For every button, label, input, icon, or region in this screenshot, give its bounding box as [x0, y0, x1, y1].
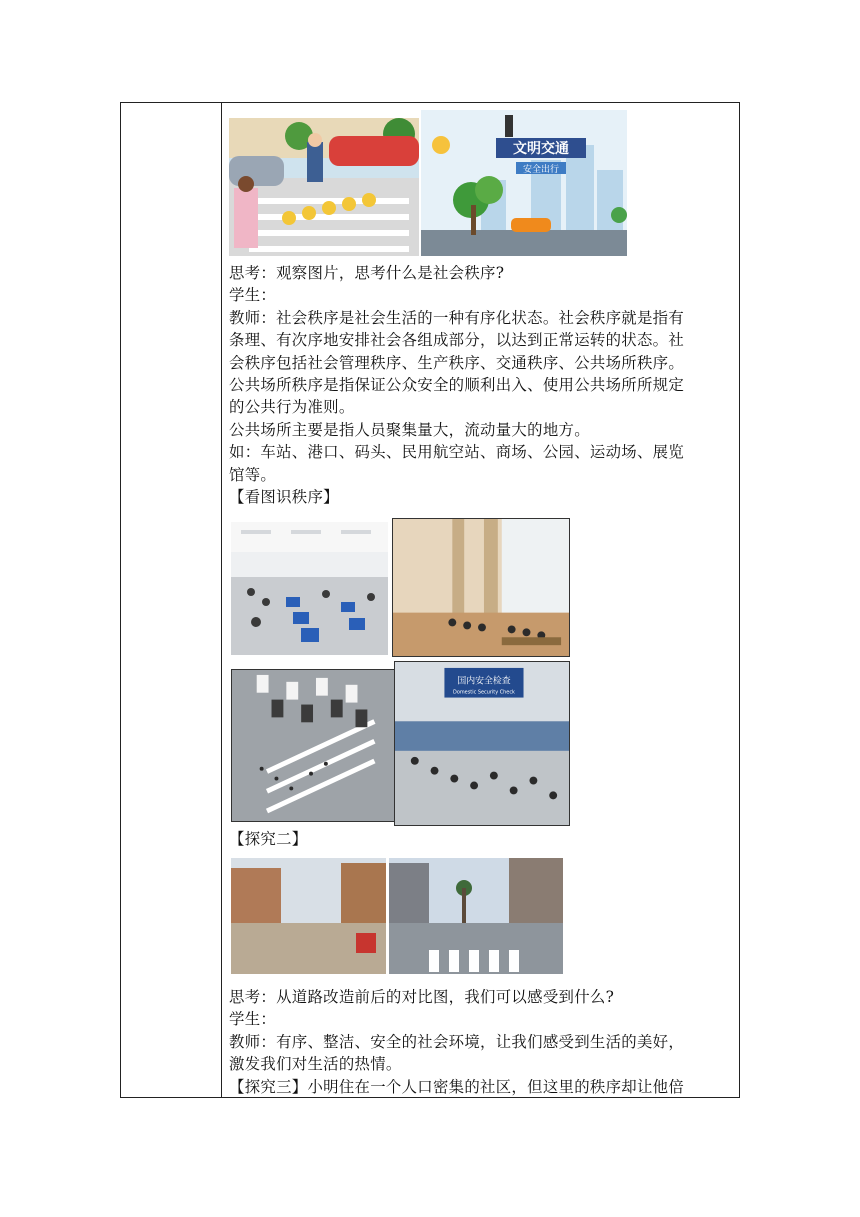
teacher-line-2: 条理、有次序地安排社会各组成部分，以达到正常运转的状态。社: [229, 331, 685, 350]
column-divider: [221, 102, 222, 1098]
student-answer-2: 学生：: [229, 1010, 277, 1029]
intersection-photo: [231, 669, 398, 822]
poster-subtitle: 安全出行: [522, 165, 560, 175]
think-question-2: 思考：从道路改造前后的对比图，我们可以感受到什么?: [229, 988, 615, 1006]
teacher2-line-1: 教师：有序、整洁、安全的社会环境，让我们感受到生活的美好，: [229, 1032, 685, 1051]
factory-photo: [231, 522, 388, 655]
examples-line-1: 如：车站、港口、码头、民用航空站、商场、公园、运动场、展览: [229, 443, 685, 462]
teacher-line-3: 会秩序包括社会管理秩序、生产秩序、交通秩序、公共场所秩序。: [229, 353, 685, 372]
heading-look-order: 【看图识秩序】: [229, 488, 339, 507]
examples-line-2: 馆等。: [229, 465, 277, 484]
think-question-1: 思考：观察图片，思考什么是社会秩序?: [229, 264, 505, 282]
security-sign-en-text: Domestic Security Check: [453, 689, 515, 696]
security-check-photo: [394, 661, 570, 826]
teacher2-line-2: 激发我们对生活的热情。: [229, 1055, 402, 1074]
teacher-line-1: 教师：社会秩序是社会生活的一种有序化状态。社会秩序就是指有: [229, 308, 685, 327]
student-answer-1: 学生：: [229, 286, 277, 305]
explore-3-text: 【探究三】小明住在一个人口密集的社区，但这里的秩序却让他倍: [229, 1077, 685, 1096]
crossing-cartoon-image: [229, 118, 419, 256]
security-sign-text: 国内安全检查: [457, 676, 511, 687]
civil-traffic-poster-image: [421, 110, 627, 256]
road-after-photo: [389, 858, 563, 974]
poster-title: 文明交通: [513, 141, 569, 157]
public-order-line-1: 公共场所秩序是指保证公众安全的顺利出入、使用公共场所所规定: [229, 376, 685, 395]
public-places-text: 公共场所主要是指人员聚集量大，流动量大的地方。: [229, 420, 590, 439]
public-order-line-2: 的公共行为准则。: [229, 398, 355, 417]
library-photo: [392, 518, 570, 657]
road-before-photo: [231, 858, 386, 974]
heading-explore-2: 【探究二】: [229, 830, 308, 848]
